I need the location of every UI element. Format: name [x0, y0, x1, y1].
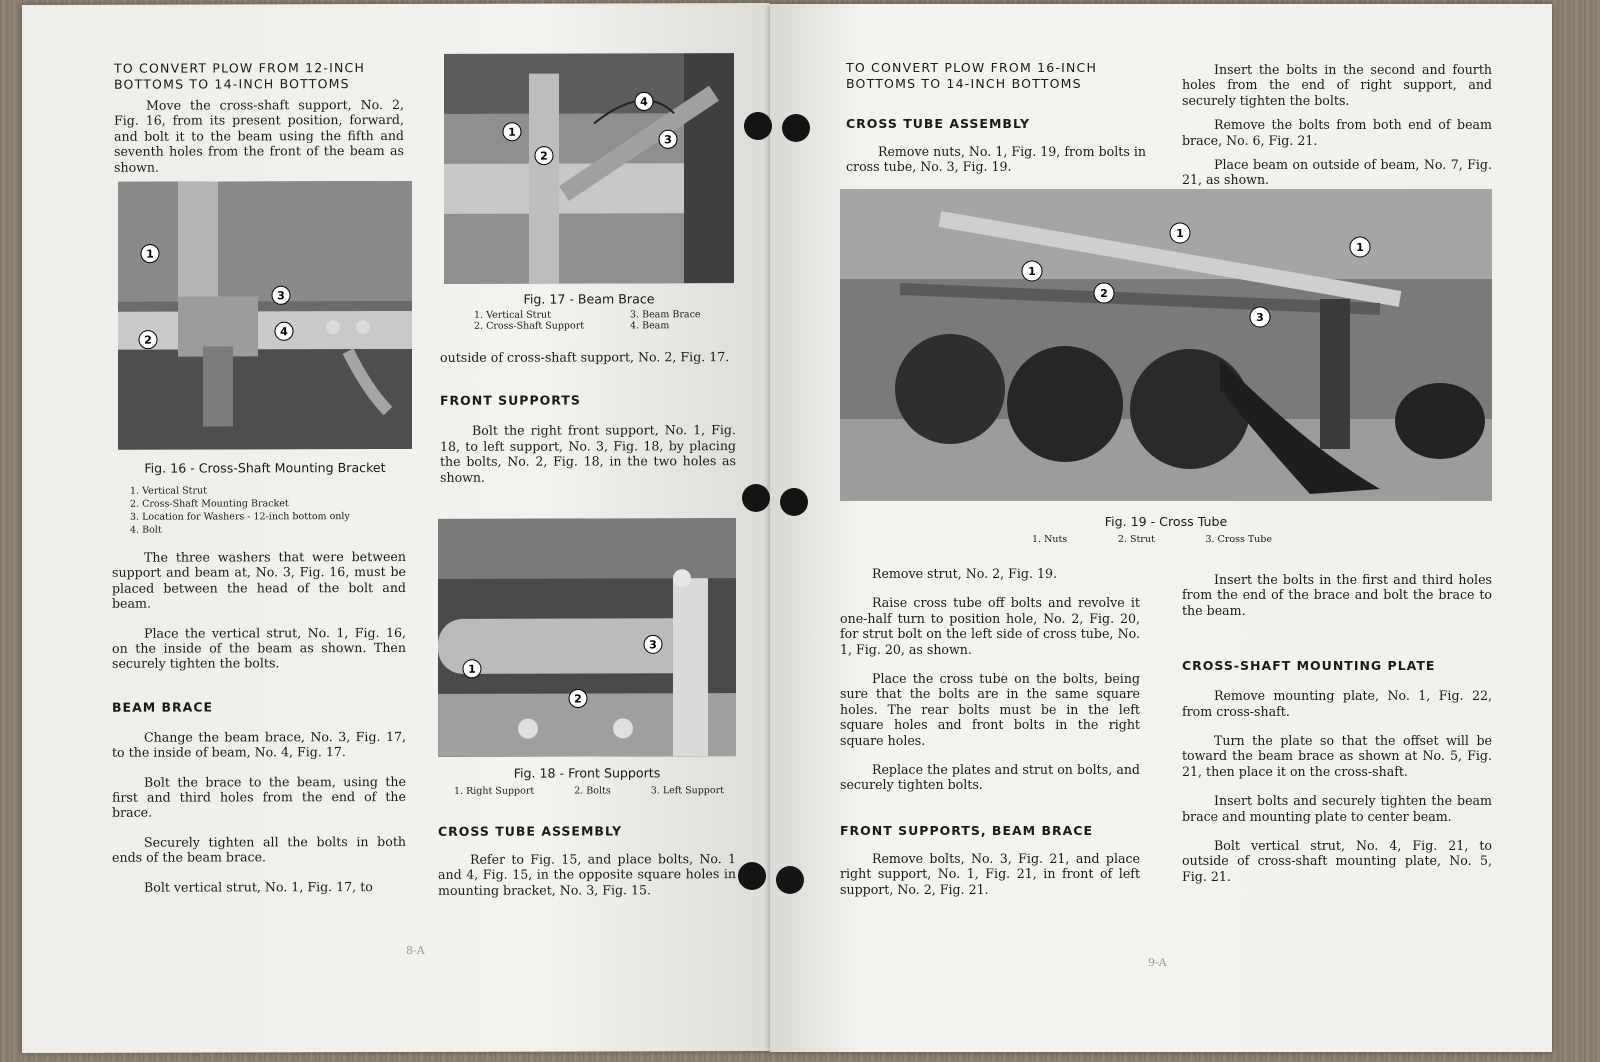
paragraph: Bolt the right front support, No. 1, Fig. 18, to left support, No. 3, Fig. 18, by placing the bolts, No. 2, Fig. 18, in the two holes as shown. — [440, 422, 736, 485]
legend-item: 2. Cross-Shaft Mounting Bracket — [130, 498, 289, 510]
heading-line-2: BOTTOMS TO 14-INCH BOTTOMS — [846, 76, 1082, 91]
fig19-callouts — [1022, 223, 1370, 327]
legend-item: 1. Vertical Strut — [474, 309, 551, 321]
paragraph: Replace the plates and strut on bolts, and securely tighten bolts. — [840, 762, 1140, 793]
binder-hole — [780, 488, 808, 516]
callout-3: 3 — [1256, 311, 1264, 324]
fig17-callouts — [503, 92, 677, 164]
paragraph: Place the cross tube on the bolts, being sure that the bolts are in the same square holes. The rear bolts must be in the left square holes and front bolts in the right square holes. — [840, 671, 1140, 748]
right-top-column — [1182, 62, 1492, 188]
fig16-photo — [118, 181, 412, 450]
left-page — [22, 3, 770, 1053]
left-section-12-to-14 — [114, 60, 404, 175]
left-col2-body — [440, 349, 736, 485]
cross-tube-heading: CROSS TUBE ASSEMBLY — [846, 116, 1031, 131]
front-supports-heading: FRONT SUPPORTS — [440, 392, 581, 409]
fig18-legend — [454, 785, 724, 797]
legend-item: 3. Left Support — [650, 785, 724, 797]
callout-3: 3 — [277, 289, 285, 303]
legend-item: 3. Location for Washers - 12-inch bottom only — [130, 511, 350, 523]
binder-hole — [742, 484, 770, 512]
paragraph: Move the cross-shaft support, No. 2, Fig. 16, from its present position, forward, and bolt it to the beam using the fifth and seventh holes from the front of the beam as shown. — [114, 96, 404, 175]
cross-shaft-plate-heading: CROSS-SHAFT MOUNTING PLATE — [1182, 658, 1436, 674]
page-number: 9-A — [1148, 956, 1167, 969]
manual-spread — [8, 4, 1572, 1052]
legend-row — [474, 320, 710, 332]
paragraph: Bolt vertical strut, No. 1, Fig. 17, to — [144, 878, 373, 895]
paragraph: Bolt the brace to the beam, using the first and third holes from the end of the brace. — [112, 773, 406, 821]
fig19-caption: Fig. 19 - Cross Tube — [1104, 514, 1228, 529]
binder-hole — [776, 866, 804, 894]
front-supports-beam-brace-heading: FRONT SUPPORTS, BEAM BRACE — [840, 822, 1093, 838]
left-col1-body — [112, 549, 406, 895]
legend-item: 2. Cross-Shaft Support — [474, 320, 585, 332]
callout-2: 2 — [540, 149, 548, 163]
beam-brace-heading: BEAM BRACE — [112, 699, 214, 715]
right-col-left — [840, 566, 1140, 897]
binder-hole — [782, 114, 810, 142]
fig19-legend — [1032, 534, 1272, 545]
callout-1: 1 — [508, 125, 516, 139]
legend-item: 3. Beam Brace — [630, 309, 701, 321]
callout-4: 4 — [640, 95, 648, 109]
paragraph: Change the beam brace, No. 3, Fig. 17, to the inside of beam, No. 4, Fig. 17. — [112, 728, 406, 760]
legend-item: 1. Right Support — [454, 785, 535, 797]
legend-item: 2. Strut — [1117, 534, 1155, 545]
right-page — [770, 4, 1552, 1052]
legend-item: 4. Beam — [630, 320, 670, 332]
heading-line-2: BOTTOMS TO 14-INCH BOTTOMS — [114, 76, 350, 92]
callout-1: 1 — [146, 247, 154, 261]
fig18-caption: Fig. 18 - Front Supports — [513, 765, 661, 781]
callout-2: 2 — [574, 692, 582, 706]
binder-hole — [738, 862, 766, 890]
paragraph: Remove the bolts from both end of beam brace, No. 6, Fig. 21. — [1182, 117, 1492, 148]
paragraph: Insert bolts and securely tighten the beam brace and mounting plate to center beam. — [1182, 793, 1492, 824]
section-heading — [846, 60, 1146, 92]
paragraph: Remove nuts, No. 1, Fig. 19, from bolts in cross tube, No. 3, Fig. 19. — [846, 144, 1146, 175]
fig18-photo — [438, 518, 736, 757]
callout-2: 2 — [144, 333, 152, 347]
fig16-callouts — [139, 244, 293, 348]
fig18-callouts — [463, 635, 662, 708]
callout-4: 4 — [280, 325, 288, 339]
paragraph: The three washers that were between support and beam at, No. 3, Fig. 16, must be placed between the head of the bolt and beam. — [112, 548, 406, 611]
fig16-caption: Fig. 16 - Cross-Shaft Mounting Bracket — [144, 460, 386, 476]
paragraph: Insert the bolts in the second and fourth holes from the end of right support, and securely tighten the bolts. — [1182, 62, 1492, 108]
heading-line-1: TO CONVERT PLOW FROM 12-INCH — [114, 60, 366, 76]
callout-1: 1 — [468, 662, 476, 676]
fig17-photo — [444, 53, 734, 284]
right-col-right — [1182, 572, 1492, 884]
legend-item: 1. Nuts — [1032, 534, 1068, 545]
page-number: 8-A — [406, 943, 425, 957]
paragraph: Remove strut, No. 2, Fig. 19. — [872, 566, 1058, 581]
paragraph: Bolt vertical strut, No. 4, Fig. 21, to outside of cross-shaft mounting plate, No. 5, Fig. 21. — [1182, 838, 1492, 884]
heading-line-1: TO CONVERT PLOW FROM 16-INCH — [846, 60, 1098, 75]
callout-3: 3 — [649, 638, 657, 652]
legend-item: 4. Bolt — [130, 524, 162, 536]
callout-1: 1 — [1176, 227, 1184, 240]
paragraph: Remove bolts, No. 3, Fig. 21, and place right support, No. 1, Fig. 21, in front of left support, No. 2, Fig. 21. — [840, 850, 1140, 897]
fig16-legend — [130, 484, 420, 537]
legend-item: 1. Vertical Strut — [130, 485, 207, 497]
paragraph: Securely tighten all the bolts in both ends of the beam brace. — [112, 833, 406, 866]
cross-tube-heading: CROSS TUBE ASSEMBLY — [438, 823, 623, 839]
legend-item: 3. Cross Tube — [1205, 534, 1272, 545]
binder-hole — [744, 112, 772, 140]
fig17-legend — [474, 309, 710, 332]
paragraph: Remove mounting plate, No. 1, Fig. 22, from cross-shaft. — [1182, 688, 1492, 719]
section-heading — [114, 60, 404, 93]
legend-row — [474, 309, 710, 321]
callout-3: 3 — [664, 133, 672, 147]
left-col2-cross-tube — [438, 823, 736, 898]
callout-1: 1 — [1028, 265, 1036, 278]
fig19-photo — [840, 189, 1492, 501]
paragraph: Place beam on outside of beam, No. 7, Fig. 21, as shown. — [1182, 157, 1492, 188]
paragraph: Place the vertical strut, No. 1, Fig. 16, on the inside of the beam as shown. Then securely tighten the bolts. — [112, 624, 406, 672]
callout-1: 1 — [1356, 241, 1364, 254]
paragraph: outside of cross-shaft support, No. 2, Fig. 17. — [440, 349, 730, 365]
right-section-16-to-14 — [846, 60, 1146, 175]
legend-item: 2. Bolts — [574, 785, 611, 797]
paragraph: Raise cross tube off bolts and revolve it one-half turn to position hole, No. 2, Fig. 20, for strut bolt on the left side of cross tube, No. 1, Fig. 20, as shown. — [840, 595, 1140, 657]
paragraph: Refer to Fig. 15, and place bolts, No. 1 and 4, Fig. 15, in the opposite square holes in mounting bracket, No. 3, Fig. 15. — [438, 851, 736, 898]
paragraph: Turn the plate so that the offset will be toward the beam brace as shown at No. 5, Fig. 21, then place it on the cross-shaft. — [1182, 733, 1492, 779]
paragraph: Insert the bolts in the first and third holes from the end of the brace and bolt the brace to the beam. — [1182, 572, 1492, 618]
callout-2: 2 — [1100, 287, 1108, 300]
fig17-caption: Fig. 17 - Beam Brace — [523, 291, 655, 307]
